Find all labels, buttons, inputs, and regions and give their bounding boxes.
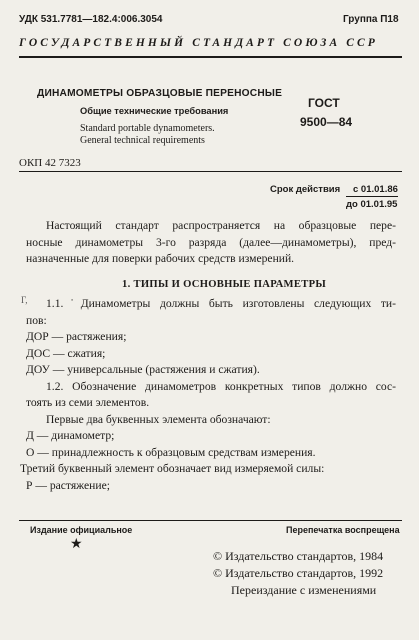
body-line: Первые два буквенных элемента обозначают: <box>46 412 271 426</box>
intro-line: назначенные для поверки рабочих средств измерений. <box>26 252 295 265</box>
okp-code: ОКП 42 7323 <box>19 157 81 169</box>
copyright-1992: © Издательство стандартов, 1992 <box>213 566 384 580</box>
body-line: Р — растяжение; <box>26 478 110 492</box>
body-line: 1.2. Обозначение динамометров конкретных типов должно сос- <box>46 379 396 393</box>
gost-label: ГОСТ <box>308 96 340 110</box>
star-icon: ★ <box>70 537 83 552</box>
body-line: пов: <box>26 313 47 327</box>
body-line: тоять из семи элементов. <box>26 396 150 409</box>
document-title: ДИНАМОМЕТРЫ ОБРАЗЦОВЫЕ ПЕРЕНОСНЫЕ <box>37 88 283 99</box>
body-line: ДОУ — универсальные (растяжения и сжатия). <box>26 363 260 376</box>
body-line: Третий буквенный элемент обозначает вид измеряемой силы: <box>20 462 325 475</box>
group-code: Группа П18 <box>343 14 399 25</box>
validity-from: с 01.01.86 <box>353 184 398 195</box>
validity-label: Срок действия <box>270 184 341 195</box>
body-text <box>20 296 396 494</box>
copyright-1984: © Издательство стандартов, 1984 <box>213 549 384 563</box>
udc-code: УДК 531.7781—182.4:006.3054 <box>19 14 163 25</box>
validity-to: до 01.01.95 <box>346 199 398 210</box>
body-line: О — принадлежность к образцовым средствам измерения. <box>26 445 316 459</box>
english-title-line2: General technical requirements <box>80 135 205 146</box>
official-edition: Издание официальное <box>30 525 133 535</box>
body-line: 1.1.˙Динамометры должны быть изготовлены следующих ти- <box>46 297 396 310</box>
footer-rule <box>19 520 402 521</box>
section-title: 1. ТИПЫ И ОСНОВНЫЕ ПАРАМЕТРЫ <box>122 279 327 290</box>
gost-number: 9500—84 <box>300 115 353 129</box>
body-line: ДОС — сжатия; <box>26 346 106 360</box>
intro-line: носные динамометры 3-го разряда (далее—динамометры), пред- <box>26 235 396 249</box>
body-line: Д — динамометр; <box>26 429 115 442</box>
okp-rule <box>19 171 402 172</box>
english-title-line1: Standard portable dynamometers. <box>80 123 215 134</box>
validity-rule <box>346 196 398 197</box>
standard-banner: ГОСУДАРСТВЕННЫЙ СТАНДАРТ СОЮЗА ССР <box>19 37 378 49</box>
header-rule <box>19 56 402 58</box>
reprint-prohibited: Перепечатка воспрещена <box>286 525 400 535</box>
document-subtitle: Общие технические требования <box>80 106 229 116</box>
intro-paragraph <box>26 218 396 268</box>
body-line: ДОР — растяжения; <box>26 330 127 343</box>
intro-line: Настоящий стандарт распространяется на образцовые пере- <box>46 219 396 232</box>
margin-mark: Г, <box>21 295 28 305</box>
reissue-note: Переиздание с изменениями <box>231 583 377 597</box>
